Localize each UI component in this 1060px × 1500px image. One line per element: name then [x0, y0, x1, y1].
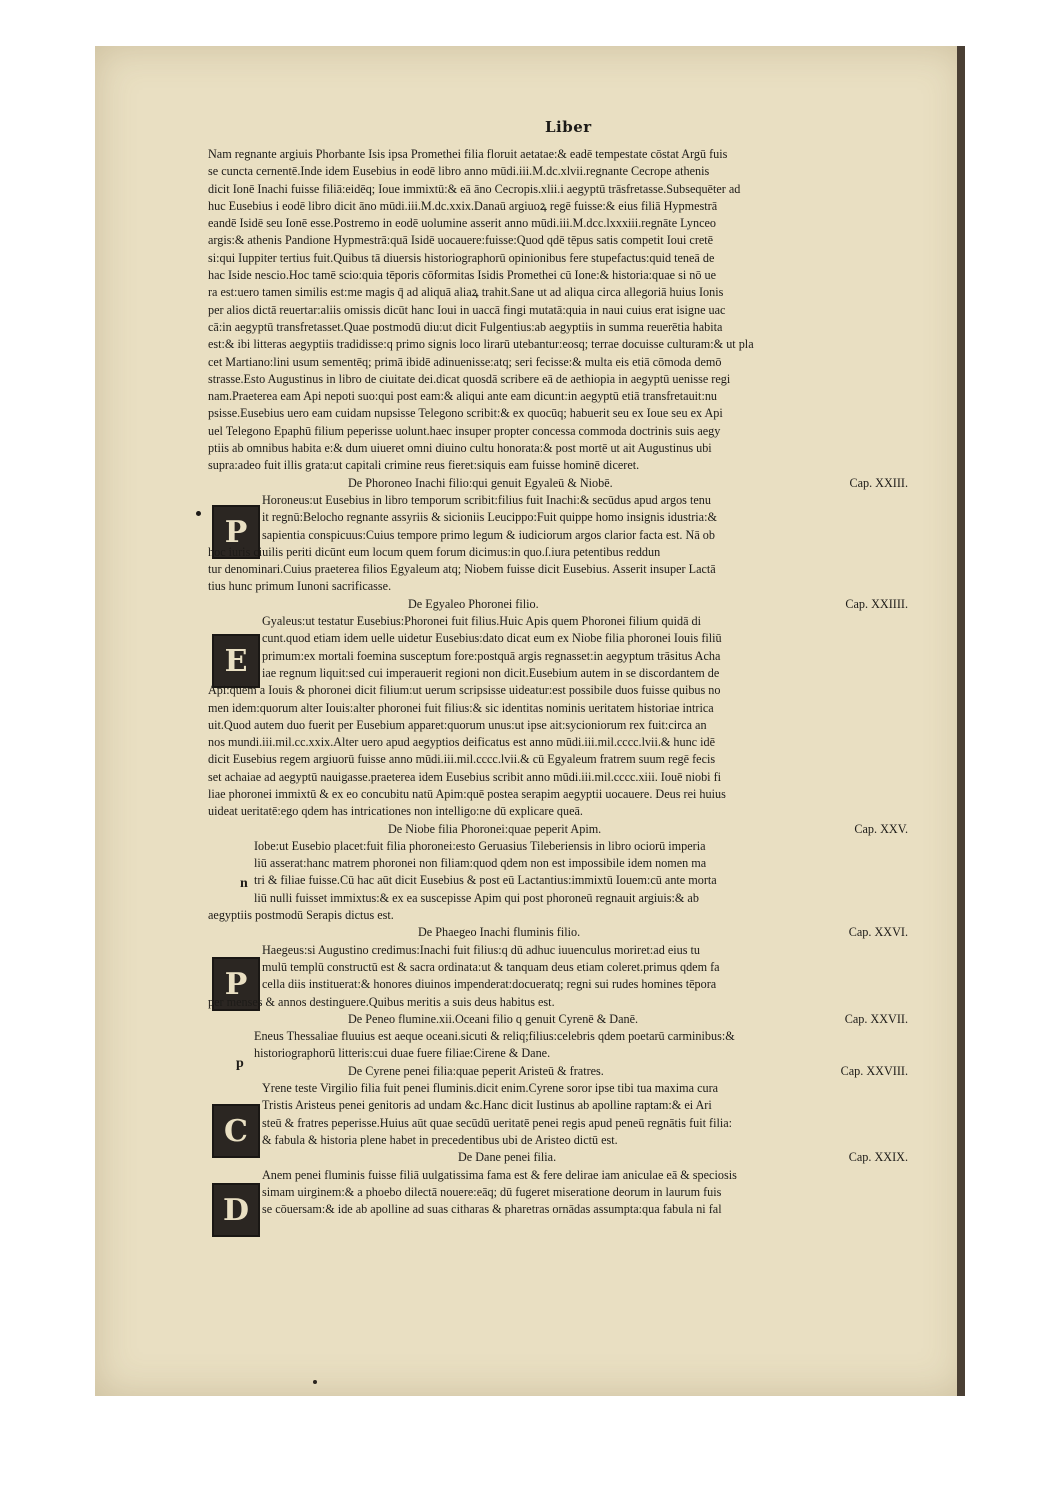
- chapter-heading: [208, 596, 908, 613]
- text-line: ptiis ab omnibus habita e:& dum uiueret omni diuino cultu honorata:& post mortē ut ait Augustinus ubi: [208, 441, 712, 456]
- text-line: cunt.quod etiam idem uelle uidetur Eusebius:dato dicat eum ex Niobe filia phoronei Iouis filiū: [262, 631, 722, 646]
- text-line: Anem penei fluminis fuisse filiā uulgatissima fama est & fere delirae iam aniculae eā & speciosis: [262, 1167, 737, 1182]
- chapter-title: De Dane penei filia.: [458, 1150, 557, 1165]
- text-line: men idem:quorum alter Iouis:alter phoronei fuit filius:& sic identitas nominis ueritatem historiae intrica: [208, 700, 714, 715]
- chapter-number: Cap. XXIIII.: [845, 596, 908, 611]
- text-line: uel Telegono Epaphū filium peperisse uolunt.haec insuper propter concessa commoda doctrinis suis aegy: [208, 423, 721, 438]
- margin-mark: [196, 511, 201, 516]
- chapter-dane: [208, 1149, 908, 1218]
- running-head: Liber: [545, 118, 592, 136]
- chapter-heading: [208, 1149, 908, 1166]
- text-line: primum:ex mortali foemina susceptum fore:postquā argis regnasset:in aegyptum trāsitus Acha: [262, 648, 721, 663]
- text-line: steū & fratres peperisse.Huius aūt quae secūdū ueritatē penei regis apud peneū regnātis fuit filia:: [262, 1115, 733, 1130]
- text-line: dicit Eusebius regem argiuorū fuisse anno mūdi.iii.mil.cccc.lvii.& cū Egyaleum fratrem suum regē fecis: [208, 752, 716, 767]
- text-line: per alios dictā reuertar:aliis omissis dicūt hanc Ioui in uaccā fingi mutatā:quia in naui cuius erat isigne uac: [208, 302, 726, 317]
- text-line: liae phoronei immixtū & ex eo concubitu natū Apim:quē postea serapim aegyptii uocauere. Deus rei huius: [208, 786, 726, 801]
- chapter-title: De Egyaleo Phoronei filio.: [408, 596, 539, 611]
- chapter-title: De Phaegeo Inachi fluminis filio.: [418, 925, 581, 940]
- text-line: ra est:uero tamen similis est:me magis q̄ ad aliquā aliaꝝ trahit.Sane ut ad aliqua circa allegoriā huius Ionis: [208, 285, 724, 300]
- text-line: & fabula & historia plene habet in precedentibus ubi de Aristeo dictū est.: [262, 1132, 618, 1147]
- text-line: argis:& athenis Pandione Hypmestrā:quā Isidē uocauere:fuisse:Quod qdē tēpus satis competit Ioui cretē: [208, 233, 714, 248]
- chapter-niobe: [208, 821, 908, 925]
- text-line: est:& ibi litteras aegyptiis tradidisse:q primo signis loco lirarū utebantur:eosq; terrae docuisse culturam:& ut pla: [208, 337, 754, 352]
- text-line: simam uirginem:& a phoebo dilectā nouere:eāq; dū fugeret miseratione deorum in laurum fuis: [262, 1184, 722, 1199]
- chapter-number: Cap. XXV.: [854, 821, 908, 836]
- text-line: cella diis instituerat:& honores diuinos impenderat:docueratq; regni sui rudes homines tēpora: [262, 977, 717, 992]
- chapter-heading: [208, 1063, 908, 1080]
- text-line: se cuncta cernentē.Inde idem Eusebius in eodē libro anno mūdi.iii.M.dc.xlvii.regnante Cecrope athenis: [208, 164, 710, 179]
- text-line: cet Martiano:lini usum sementēq; primā ibidē adinuenisse:atq; seri fecisse:& multa eis etiā cōmoda demō: [208, 354, 722, 369]
- text-line: Eneus Thessaliae fluuius est aeque oceani.sicuti & reliq;filius:celebris qdem poetarū carminibus:&: [254, 1029, 735, 1044]
- text-line: si:qui Iuppiter tertius fuit.Quibus tā diuersis historiographorū opinionibus fere stupefactus:quid teneā de: [208, 250, 715, 265]
- page-binding-edge: [957, 46, 965, 1396]
- initial-letter: D: [222, 1192, 249, 1228]
- chapter-number: Cap. XXVII.: [844, 1011, 908, 1026]
- text-line: supra:adeo fuit illis grata:ut capitali crimine reus fieret:siquis eam fuisse hominē diceret.: [208, 458, 640, 473]
- text-line: Nam regnante argiuis Phorbante Isis ipsa Promethei filia floruit aetatae:& eadē tempestate cōstat Argū fuis: [208, 147, 728, 161]
- chapter-phoroneus: [208, 475, 908, 596]
- chapter-peneus: [208, 1011, 908, 1063]
- initial-letter: P: [224, 514, 248, 550]
- text-line: uit.Quod autem duo fuerit per Eusebium apparet:quorum unus:ut ipse ait:sycioniorum rex fuit:circa an: [208, 717, 707, 732]
- initial-letter: E: [224, 643, 248, 679]
- text-line: strasse.Esto Augustinus in libro de ciuitate dei.dicat quosdā scribere eā de aethiopia in aegyptū uenisse regi: [208, 371, 731, 386]
- chapter-number: Cap. XXIX.: [848, 1150, 908, 1165]
- isis-passage: [208, 146, 908, 475]
- text-line: sapientia conspicuus:Cuius tempore primo legum & iudiciorum argos clarior facta est. Nā ob: [262, 527, 715, 542]
- chapter-heading: [208, 475, 908, 492]
- chapter-heading: [208, 821, 908, 838]
- text-line: se cōuersam:& ide ab apolline ad suas citharas & pharetras ornādas assumpta:qua fabula ni fal: [262, 1202, 722, 1217]
- text-line: Yrene teste Virgilio filia fuit penei fluminis.dicit enim.Cyrene soror ipse tibi tua maxima cura: [262, 1081, 719, 1096]
- chapter-heading: [208, 924, 908, 941]
- ink-speck: [313, 1380, 317, 1384]
- text-line: Api:quem a Iouis & phoronei dicit filium:ut uerum scripsisse uideatur:est possibile duos fuisse quibus no: [208, 683, 721, 698]
- chapter-cyrene: [208, 1063, 908, 1149]
- text-line: cā:in aegyptū transfretasset.Quae postmodū diu:ut dicit Fulgentius:ab aegyptiis in summa reuerētia habita: [208, 319, 723, 334]
- text-line: Horoneus:ut Eusebius in libro temporum scribit:filius fuit Inachi:& secūdus apud argos tenu: [262, 492, 711, 507]
- text-line: uideat ueritatē:ego qdem has intricationes non intelligo:ne dū explicare queā.: [208, 804, 583, 819]
- chapter-egyaleus: [208, 596, 908, 821]
- text-line: tur denominari.Cuius praeterea filios Egyaleum atq; Niobem fuisse dicit Eusebius. Asserit insuper Lactā: [208, 562, 716, 577]
- text-line: nos mundi.iii.mil.cc.xxix.Alter uero apud aegyptios deificatus est anno mūdi.iii.mil.cccc.lvii.& hunc idē: [208, 735, 716, 750]
- text-line: liū asserat:hanc matrem phoronei non filiam:quod qdem non est impossibile idem nomen ma: [254, 856, 707, 871]
- text-line: aegyptiis postmodū Serapis dictus est.: [208, 908, 394, 923]
- chapter-title: De Cyrene penei filia:quae peperit Aristeū & fratres.: [348, 1063, 604, 1078]
- body-text: [208, 146, 908, 1218]
- chapter-title: De Peneo flumine.xii.Oceani filio q genuit Cyrenē & Danē.: [348, 1011, 639, 1026]
- text-line: liū nulli fuisset immixtus:& ex ea suscepisse Apim qui post phoroneū regnauit argiuis:& ab: [254, 890, 699, 905]
- text-line: Haegeus:si Augustino credimus:Inachi fuit filius:q dū adhuc iuuenculus moriret:ad eius tu: [262, 942, 700, 957]
- chapter-title: De Niobe filia Phoronei:quae peperit Apim.: [388, 821, 602, 836]
- text-line: it regnū:Belocho regnante assyriis & sicioniis Leucippo:Fuit quippe homo insignis idustria:&: [262, 510, 717, 525]
- chapter-heading: [208, 1011, 908, 1028]
- guide-letter-p: p: [236, 1056, 244, 1071]
- text-line: nam.Praeterea eam Api nepoti suo:qui post eam:& aliqui ante eam dicunt:in aegyptū etiā transfretauit:nu: [208, 389, 718, 404]
- guide-letter-n: n: [240, 876, 248, 891]
- text-line: psisse.Eusebius uero eam cuidam nupsisse Telegono scribit:& ex quocūq; habuerit seu ex Ioue seu ex Api: [208, 406, 723, 421]
- text-line: tri & filiae fuisse.Cū hac aūt dicit Eusebius & post eū Lactantius:immixtū Iouem:cū ante morta: [254, 873, 717, 888]
- text-line: mulū templū constructū est & sacra ordinata:ut & tanquam deus etiam coleret.primus qdem fa: [262, 959, 720, 974]
- text-line: Tristis Aristeus penei genitoris ad undam &c.Hanc dicit Iustinus ab apolline raptam:& ei Ari: [262, 1098, 712, 1113]
- chapter-number: Cap. XXVI.: [848, 925, 908, 940]
- chapter-phaegeus: [208, 924, 908, 1010]
- text-line: tius hunc primum Iunoni sacrificasse.: [208, 579, 392, 594]
- text-line: per menses & annos destinguere.Quibus meritis a suis deus habitus est.: [208, 994, 555, 1009]
- text-line: hac Iside nescio.Hoc tamē scio:quia tēporis cōformitas Isidis Promethei cū Ione:& historia:quae si nō ue: [208, 268, 717, 283]
- text-line: Gyaleus:ut testatur Eusebius:Phoronei fuit filius.Huic Apis quem Phoronei filium quidā di: [262, 614, 702, 629]
- text-line: iae regnum liquit:sed cui imperauerit regioni non dicit.Eusebium autem in se discordantem de: [262, 665, 720, 680]
- initial-letter: P: [224, 966, 248, 1002]
- chapter-number: Cap. XXVIII.: [840, 1063, 908, 1078]
- text-line: historiographorū litteris:cui duae fuere filiae:Cirene & Dane.: [254, 1046, 551, 1061]
- text-line: set achaiae ad aegyptū nauigasse.praeterea idem Eusebius scribit anno mūdi.iii.mil.cccc.xiii. Iouē niobi fi: [208, 769, 722, 784]
- text-line: Iobe:ut Eusebio placet:fuit filia phoronei:esto Geruasius Tileberiensis in libro ociorū imperia: [254, 838, 706, 853]
- text-line: huc Eusebius i eodē libro dicit āno mūdi.iii.M.dc.xxix.Danaū argiuoꝝ regē fuisse:& eius filiā Hypmestrā: [208, 198, 718, 213]
- chapter-number: Cap. XXIII.: [849, 475, 908, 490]
- chapter-title: De Phoroneo Inachi filio:qui genuit Egyaleū & Niobē.: [348, 475, 613, 490]
- initial-letter: C: [224, 1113, 248, 1149]
- text-line: hoc iuris ciuilis periti dicūnt eum locum quem forum dicimus:in quo.ſ.iura petentibus reddun: [208, 544, 661, 559]
- text-line: eandē Isidē seu Ionē esse.Postremo in eodē uolumine asserit anno mūdi.iii.M.dcc.lxxxiii.regnāte Lynceo: [208, 216, 717, 231]
- text-line: dicit Ionē Inachi fuisse filiā:eidēq; Ioue immixtū:& eā āno Cecropis.xlii.i aegyptū trāsfretasse.Subsequēter ad: [208, 181, 741, 196]
